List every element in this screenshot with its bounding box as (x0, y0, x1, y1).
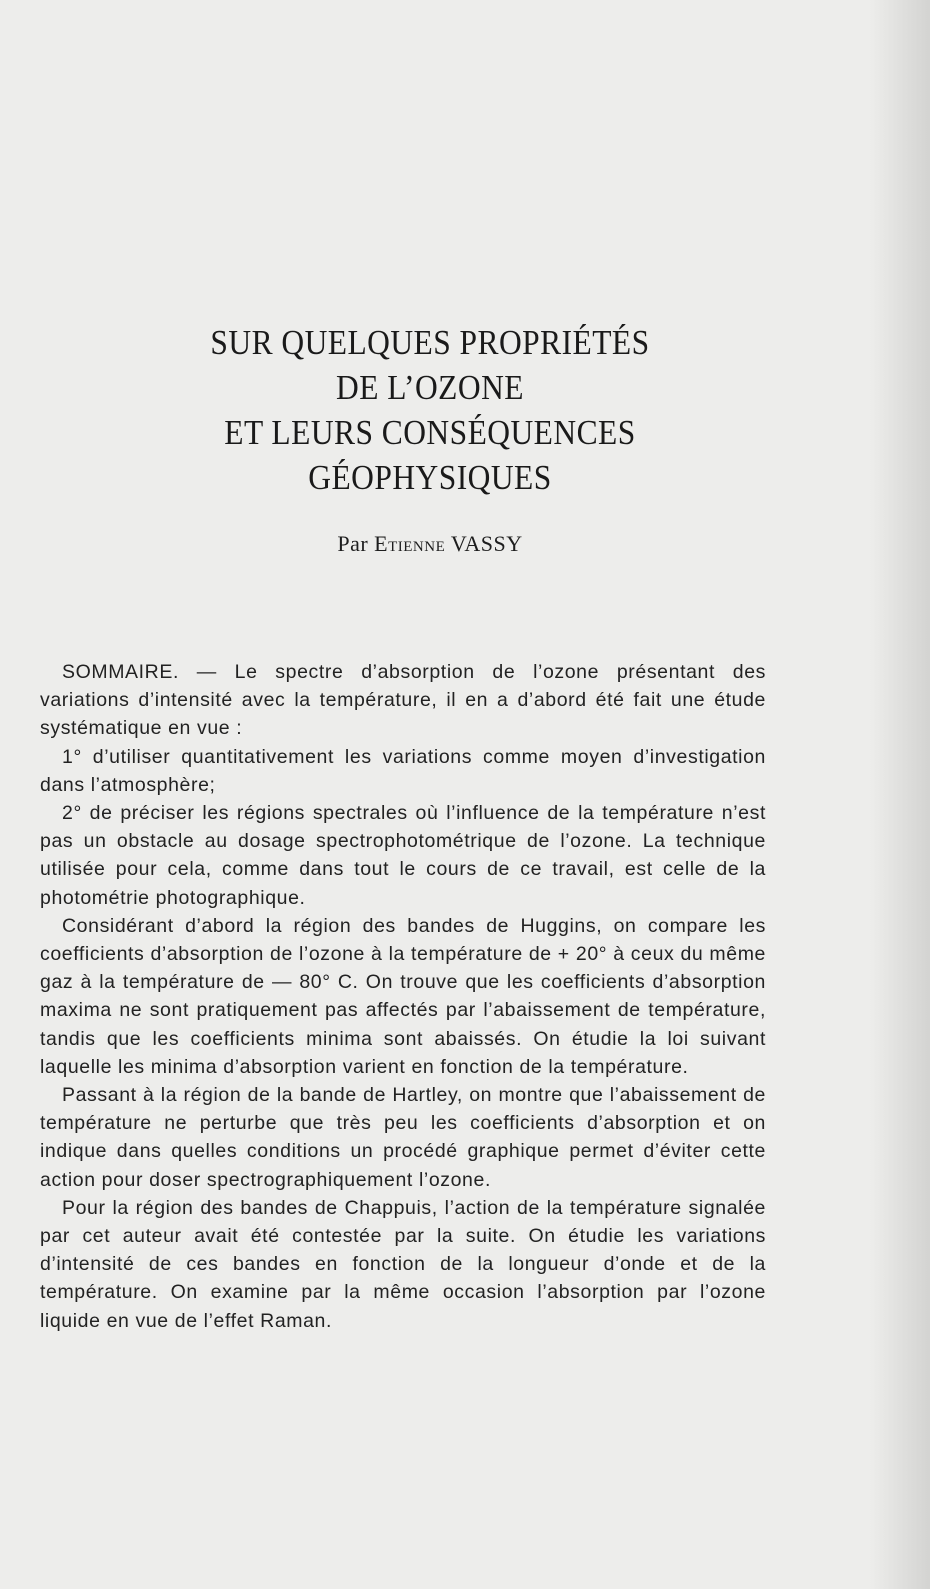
summary-paragraph: 2° de préciser les régions spectrales où l’influence de la température n’est pas un obstacle au dosage spectrophotométrique de l’ozone. La technique utilisée pour cela, comme dans tout le cours de ce travail, est celle de la photométrie photographique. (40, 802, 766, 909)
title-line-4: GÉOPHYSIQUES (308, 458, 552, 497)
summary-paragraph: Passant à la région de la bande de Hartley, on montre que l’abaissement de température ne perturbe que très peu les coefficients d’absorption et on indique dans quelles conditions un procédé graphique permet d’éviter cette action pour doser spectrographiquement l’ozone. (40, 1084, 766, 1191)
summary-paragraph: Pour la région des bandes de Chappuis, l’action de la température signalée par cet auteur avait été contestée par la suite. On étudie les variations d’intensité de ces bandes en fonction de la longueur d’onde et de la température. On examine par la même occasion l’absorption par l’ozone liquide en vue de l’effet Raman. (40, 1196, 766, 1332)
title-line-1: SUR QUELQUES PROPRIÉTÉS (210, 323, 650, 362)
author-last-name: VASSY (450, 531, 523, 556)
summary-paragraph: 1° d’utiliser quantitativement les variations comme moyen d’investigation dans l’atmosphère; (40, 745, 766, 796)
author-first-name: Etienne (374, 531, 446, 556)
author-byline (60, 531, 800, 557)
summary-paragraph: SOMMAIRE. — Le spectre d’absorption de l’ozone présentant des variations d’intensité avec la température, il en a d’abord été fait une étude systématique en vue : (40, 661, 766, 740)
summary-paragraph: Considérant d’abord la région des bandes de Huggins, on compare les coefficients d’absorption de l’ozone à la température de + 20° à ceux du même gaz à la température de — 80° C. On trouve que les coefficients d’absorption maxima ne sont pratiquement pas affectés par l’abaissement de température, tandis que les coefficients minima sont abaissés. On étudie la loi suivant laquelle les minima d’absorption varient en fonction de la température. (40, 914, 766, 1078)
byline-prefix: Par (337, 531, 369, 556)
title-line-3: ET LEURS CONSÉQUENCES (224, 413, 636, 452)
page-edge-shadow (870, 0, 930, 1589)
article-title (97, 320, 763, 500)
summary-section (40, 658, 766, 1335)
title-line-2: DE L’OZONE (336, 368, 524, 407)
